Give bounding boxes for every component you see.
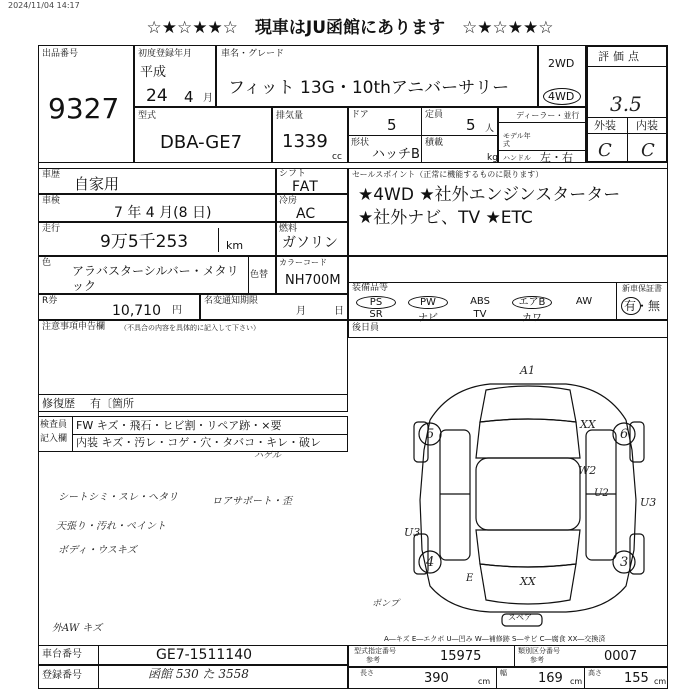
category-label2: 参考 bbox=[530, 656, 544, 664]
notes-label: 注意事項申告欄 bbox=[42, 322, 106, 332]
fuel-label: 燃料 bbox=[279, 224, 298, 234]
color-label: 色 bbox=[42, 258, 52, 268]
banner: ☆★☆★★☆ 現車はJU函館にあります ☆★☆★★☆ bbox=[146, 18, 554, 38]
load-label: 積載 bbox=[425, 138, 444, 148]
recycle-label: R券 bbox=[42, 296, 58, 306]
registration-month-unit: 月 bbox=[203, 93, 213, 104]
shift-label: シフト bbox=[279, 169, 307, 179]
repair-value: 有〔箇所 bbox=[90, 397, 134, 410]
shape-value: ハッチB bbox=[372, 147, 420, 162]
interior-label: 内装 bbox=[636, 119, 658, 132]
type-spec-value: 15975 bbox=[440, 649, 482, 664]
ac-value: AC bbox=[296, 206, 316, 222]
mark-xx-rear: XX bbox=[520, 575, 536, 588]
registration-month: 4 bbox=[184, 88, 194, 106]
note-line3: ボディ・ウスキズ bbox=[58, 545, 137, 556]
plate-label: 登録番号 bbox=[42, 670, 82, 681]
doors-label: ドア bbox=[351, 110, 369, 120]
equipment-box bbox=[348, 256, 668, 320]
car-windshield bbox=[476, 419, 580, 458]
car-roof bbox=[476, 458, 580, 530]
equipment-item-4: AW bbox=[575, 296, 593, 307]
load-unit: kg bbox=[487, 153, 498, 163]
car-outline-right bbox=[566, 420, 636, 612]
note-right1: ロアサポート・歪 bbox=[212, 496, 292, 507]
inspector-extra: ハゲル bbox=[254, 451, 281, 461]
mark-e: E bbox=[466, 573, 474, 584]
registration-era: 平成 bbox=[140, 65, 167, 80]
lot-number: 9327 bbox=[48, 92, 120, 125]
color-code-label: カラーコード bbox=[279, 258, 327, 267]
category-label1: 類別区分番号 bbox=[518, 647, 560, 655]
type-spec-label2: 参考 bbox=[366, 656, 380, 664]
notes-sub: （不具合の内容を具体的に記入して下さい） bbox=[120, 324, 260, 332]
inspector-label1: 検査員 bbox=[40, 420, 68, 430]
vehicle-label: 車名・グレード bbox=[221, 49, 285, 59]
capacity-unit: 人 bbox=[485, 124, 495, 134]
height-label: 高さ bbox=[588, 669, 602, 677]
evaluation-score: 3.5 bbox=[610, 92, 642, 116]
note-line2: 天張り・汚れ・ペイント bbox=[56, 521, 166, 532]
mark-5: 5 bbox=[426, 427, 435, 442]
exterior-label: 外装 bbox=[594, 119, 616, 132]
displacement-value: 1339 bbox=[282, 131, 328, 152]
timestamp: 2024/11/04 14:17 bbox=[8, 1, 80, 10]
mileage-unit: km bbox=[226, 239, 244, 252]
sales-point-text: ★4WD ★社外エンジンスターター ★社外ナビ、TV ★ETC bbox=[358, 185, 621, 228]
rear-label: 後日員 bbox=[352, 323, 380, 333]
note-line1: シートシミ・スレ・ヘタリ bbox=[58, 492, 178, 503]
warranty-circle bbox=[621, 297, 641, 315]
recycle-value: 10,710 bbox=[112, 303, 161, 319]
equipment-item-1: PW bbox=[408, 296, 448, 309]
inspection-value: 7 年 4 月(8 日) bbox=[114, 205, 212, 221]
steering-value: 左・右 bbox=[540, 151, 573, 164]
equipment-item-sub-2: TV bbox=[473, 309, 487, 320]
mark-4: 4 bbox=[426, 555, 435, 570]
recycle-unit: 円 bbox=[172, 305, 182, 316]
equipment-item-sub-1: ナビ bbox=[418, 313, 438, 324]
dealer-label: ディーラー・並行 bbox=[516, 111, 580, 120]
shape-label: 形状 bbox=[351, 138, 370, 148]
doors-value: 5 bbox=[387, 116, 397, 134]
notice-day: 日 bbox=[334, 306, 344, 317]
mark-u3-right: U3 bbox=[640, 496, 657, 509]
mark-u3-left: U3 bbox=[404, 526, 421, 539]
category-value: 0007 bbox=[604, 649, 638, 664]
inspector-row1: FW キズ・飛石・ヒビ割・リペア跡・×要 bbox=[76, 419, 282, 432]
notice-label: 名変通知期限 bbox=[204, 296, 259, 306]
inspection-label: 車検 bbox=[42, 196, 61, 206]
displacement-label: 排気量 bbox=[276, 111, 304, 121]
mark-xx-top: XX bbox=[580, 418, 596, 431]
width-value: 169 bbox=[538, 671, 563, 686]
vehicle-name: フィット 13G・10thアニバーサリー bbox=[228, 78, 510, 98]
capacity-label: 定員 bbox=[425, 110, 444, 120]
chassis-number: GE7-1511140 bbox=[156, 647, 253, 663]
repair-label: 修復歴 bbox=[42, 397, 75, 410]
rear-box bbox=[348, 320, 668, 338]
displacement-unit: cc bbox=[332, 152, 342, 162]
interior-grade: C bbox=[641, 140, 655, 161]
height-unit: cm bbox=[654, 677, 667, 686]
registration-year: 24 bbox=[146, 86, 168, 106]
color-value: アラバスターシルバー・メタリック bbox=[72, 264, 239, 293]
diagram-legend: A―キズ E―エクボ U―凹み W―補修跡 S―サビ C―腐食 XX―交換済 bbox=[384, 635, 606, 643]
width-unit: cm bbox=[570, 677, 583, 686]
ac-label: 冷房 bbox=[279, 196, 298, 206]
mark-u2: U2 bbox=[594, 488, 609, 499]
lot-label: 出品番号 bbox=[42, 49, 79, 59]
repair-box bbox=[38, 394, 348, 412]
color-code: NH700M bbox=[285, 273, 341, 288]
shift-value: FAT bbox=[292, 179, 319, 195]
paint-label: 色替 bbox=[250, 270, 269, 280]
mark-3: 3 bbox=[620, 555, 629, 570]
car-outline-top bbox=[430, 384, 626, 420]
type-spec-label1: 型式指定番号 bbox=[354, 647, 396, 655]
dims-box bbox=[348, 667, 668, 689]
chassis-label: 車台番号 bbox=[42, 649, 82, 660]
length-value: 390 bbox=[424, 671, 449, 686]
equipment-item-3: エアB bbox=[512, 296, 552, 309]
capacity-value: 5 bbox=[466, 116, 476, 134]
mark-pump: ポンプ bbox=[372, 599, 400, 609]
car-rear-window bbox=[476, 530, 580, 567]
steering-label: ハンドル bbox=[503, 154, 531, 162]
history-value: 自家用 bbox=[74, 175, 120, 193]
equipment-label: 装備品等 bbox=[352, 283, 389, 293]
car-outline-left bbox=[420, 420, 490, 612]
exterior-grade: C bbox=[598, 140, 612, 161]
equipment-item-sub-3: カワ bbox=[522, 313, 542, 324]
equipment-item-sub-0: SR bbox=[369, 309, 383, 320]
plate-number: 函館 530 た 3558 bbox=[148, 667, 249, 681]
length-label: 長さ bbox=[360, 669, 374, 677]
model-year-label: モデル年式 bbox=[503, 132, 531, 148]
mileage-label: 走行 bbox=[42, 224, 61, 234]
equipment-item-0: PS bbox=[356, 296, 396, 309]
sales-point-label: セールスポイント（正常に機能するものに限ります） bbox=[352, 170, 544, 179]
inspector-row2: 内装 キズ・汚レ・コゲ・穴・タバコ・キレ・破レ bbox=[76, 436, 322, 449]
height-value: 155 bbox=[624, 671, 649, 686]
model-value: DBA-GE7 bbox=[160, 132, 243, 153]
drive-2wd: 2WD bbox=[548, 57, 575, 70]
mark-spare: スペア bbox=[508, 613, 532, 622]
notice-month: 月 bbox=[296, 306, 306, 317]
equipment-item-2: ABS bbox=[470, 296, 490, 307]
car-damage-diagram bbox=[390, 360, 668, 630]
width-label: 幅 bbox=[500, 669, 507, 677]
history-label: 車歴 bbox=[42, 170, 61, 180]
car-left-side bbox=[440, 430, 470, 560]
length-unit: cm bbox=[478, 677, 491, 686]
warranty-label: 新車保証書 bbox=[622, 284, 662, 293]
mark-a1: A1 bbox=[520, 364, 535, 377]
mark-6: 6 bbox=[620, 427, 629, 442]
drive-4wd: 4WD bbox=[548, 90, 575, 103]
car-hood bbox=[480, 386, 576, 422]
note-bottom: 外AW キズ bbox=[52, 623, 103, 634]
inspector-label2: 記入欄 bbox=[40, 434, 68, 444]
mark-w2: W2 bbox=[578, 464, 597, 477]
mileage-value: 9万5千253 bbox=[100, 232, 189, 252]
registration-label: 初度登録年月 bbox=[138, 49, 193, 59]
model-label: 型式 bbox=[138, 111, 157, 121]
warranty-value: 有・無 bbox=[624, 299, 661, 313]
evaluation-label: 評価点 bbox=[598, 50, 643, 63]
fuel-value: ガソリン bbox=[282, 235, 338, 251]
